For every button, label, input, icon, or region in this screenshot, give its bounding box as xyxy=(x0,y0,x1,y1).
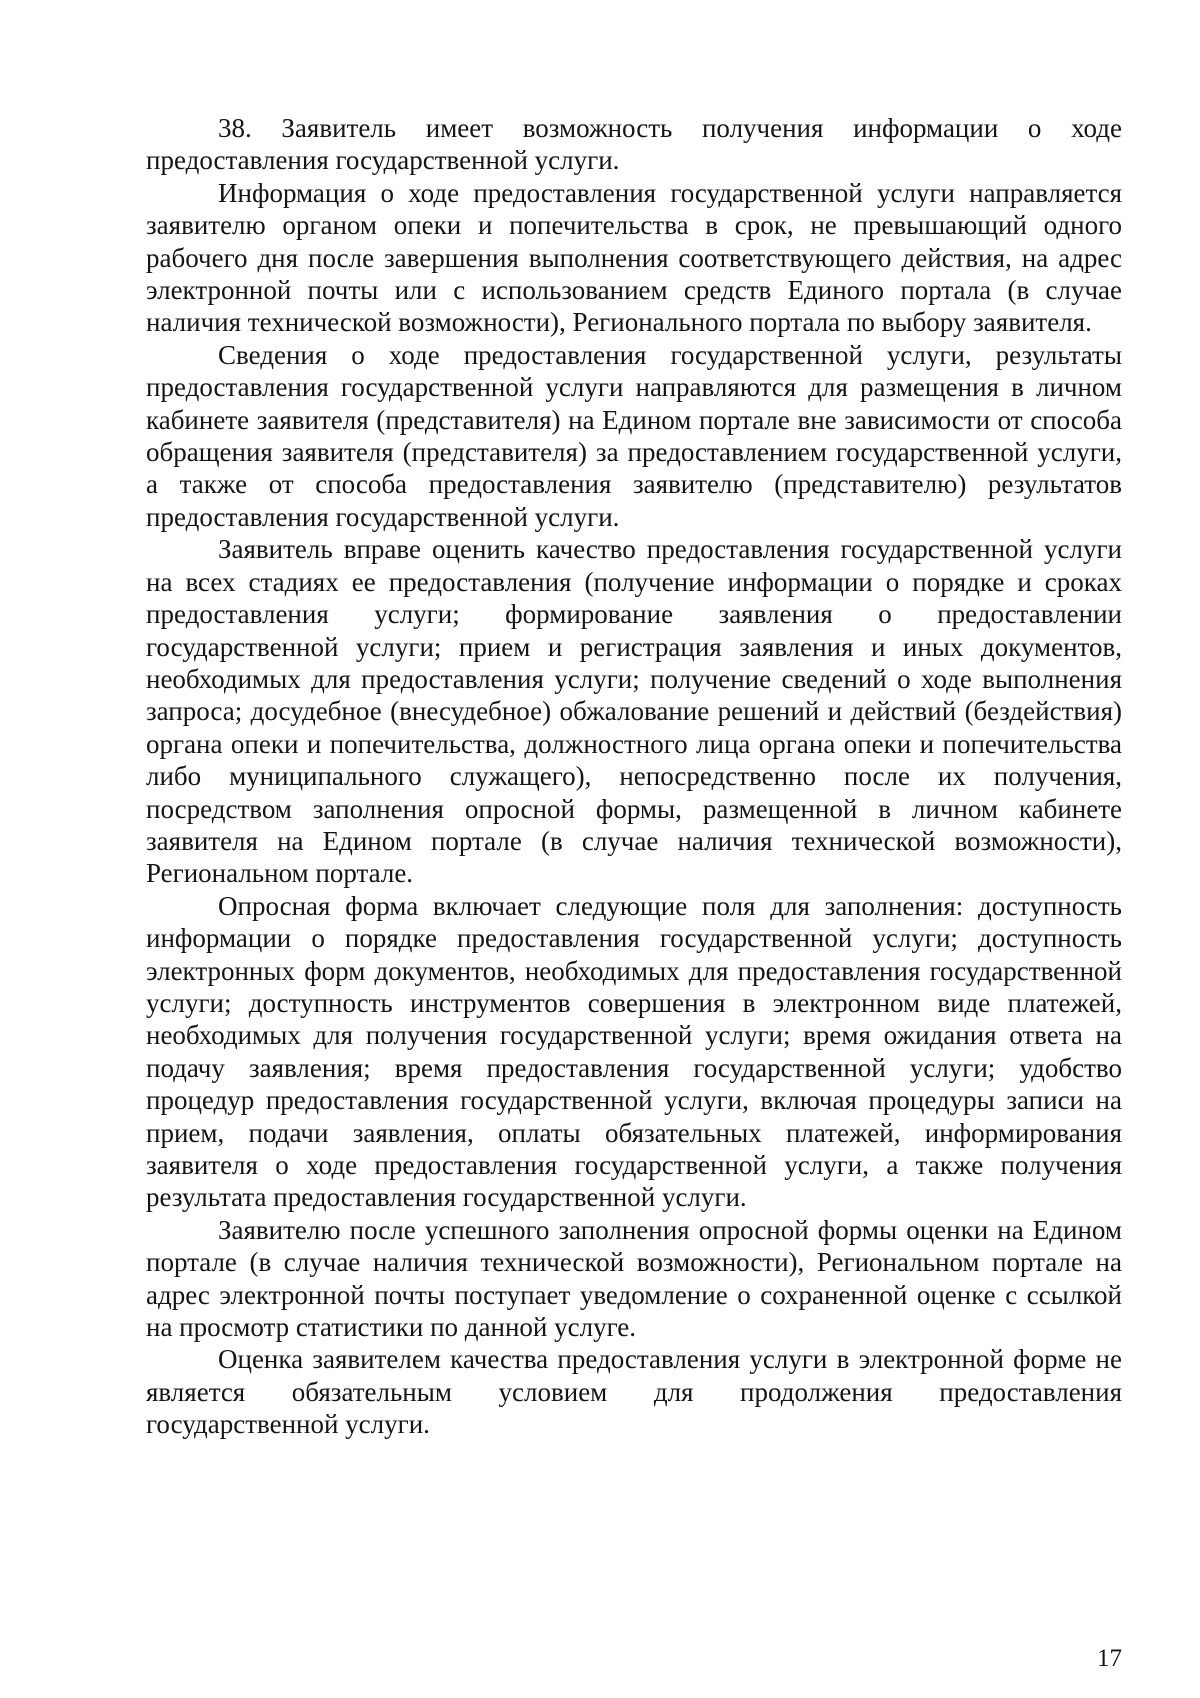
paragraph-information-delivery: Информация о ходе предоставления государственной услуги направляется заявителю органом опеки и попечительства в срок, не превышающий одного рабочего дня после завершения выполнения соответствующего действия, на адрес электронной почты или с использованием средств Единого портала (в случае наличия технической возможности), Регионального портала по выбору заявителя. xyxy=(146,177,1122,338)
document-body xyxy=(146,112,1122,1441)
paragraph-assessment-notification: Заявителю после успешного заполнения опросной формы оценки на Едином портале (в случае наличия технической возможности), Региональном портале на адрес электронной почты поступает уведомление о сохраненной оценке с ссылкой на просмотр статистики по данной услуге. xyxy=(146,1214,1122,1343)
paragraph-assessment-optional: Оценка заявителем качества предоставления услуги в электронной форме не является обязательным условием для продолжения предоставления государственной услуги. xyxy=(146,1344,1122,1440)
paragraph-survey-form-fields: Опросная форма включает следующие поля для заполнения: доступность информации о порядке предоставления государственной услуги; доступность электронных форм документов, необходимых для предоставления государственной услуги; доступность инструментов совершения в электронном виде платежей, необходимых для получения государственной услуги; время ожидания ответа на подачу заявления; время предоставления государственной услуги; удобство процедур предоставления государственной услуги, включая процедуры записи на прием, подачи заявления, оплаты обязательных платежей, информирования заявителя о ходе предоставления государственной услуги, а также получения результата предоставления государственной услуги. xyxy=(146,890,1122,1213)
paragraph-quality-assessment: Заявитель вправе оценить качество предоставления государственной услуги на всех стадиях ее предоставления (получение информации о порядке и сроках предоставления услуги; формирование заявления о предоставлении государственной услуги; прием и регистрация заявления и иных документов, необходимых для предоставления услуги; получение сведений о ходе выполнения запроса; досудебное (внесудебное) обжалование решений и действий (бездействия) органа опеки и попечительства, должностного лица органа опеки и попечительства либо муниципального служащего), непосредственно после их получения, посредством заполнения опросной формы, размещенной в личном кабинете заявителя на Едином портале (в случае наличия технической возможности), Региональном портале. xyxy=(146,534,1122,889)
page-number: 17 xyxy=(1097,1645,1122,1672)
paragraph-personal-account-info: Сведения о ходе предоставления государственной услуги, результаты предоставления государственной услуги направляются для размещения в личном кабинете заявителя (представителя) на Едином портале вне зависимости от способа обращения заявителя (представителя) за предоставлением государственной услуги, а также от способа предоставления заявителю (представителю) результатов предоставления государственной услуги. xyxy=(146,339,1122,532)
paragraph-38-information-access: 38. Заявитель имеет возможность получения информации о ходе предоставления государственной услуги. xyxy=(146,113,1122,176)
